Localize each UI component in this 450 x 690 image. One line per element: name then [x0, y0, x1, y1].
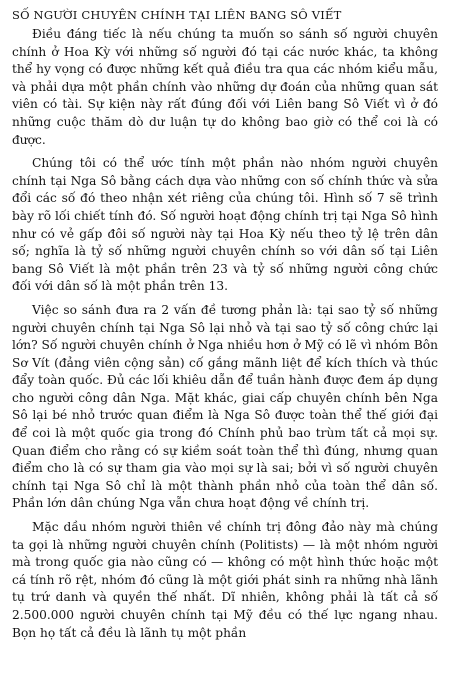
running-header: SỐ NGƯỜI CHUYÊN CHÍNH TẠI LIÊN BANG SÔ VIẾT	[12, 8, 342, 22]
paragraph-2: Chúng tôi có thể ước tính một phần nào nhóm người chuyên chính tại Nga Sô bằng cách dựa vào những con số chính thức và sửa đổi các số đó theo nhận xét riêng của chúng tôi. Hình số 7 sẽ trình bày rõ lối chiết tính đó. Số người hoạt động chính trị tại Nga Sô hình như có vẻ gấp đôi số người này tại Hoa Kỳ nếu theo tỷ lệ trên dân số; nghĩa là tỷ số những người chuyên chính so với dân số tại Liên bang Sô Viết là một phần trên 23 và tỷ số những người công chức đối với dân số là một phần trên 13.	[12, 156, 438, 294]
paragraph-1: Điều đáng tiếc là nếu chúng ta muốn so sánh số người chuyên chính ở Hoa Kỳ với những số người đó tại các nước khác, ta không thể hy vọng có được những kết quả điều tra qua các nhóm kiểu mẫu, và phải dựa một phần chính vào những dự đoán của những quan sát viên có tài. Sự kiện này rất đúng đối với Liên bang Sô Viết vì ở đó những cuộc thăm dò dư luận tự do không bao giờ có thể coi là có được.	[12, 27, 438, 147]
paragraph-3: Việc so sánh đưa ra 2 vấn đề tương phản là: tại sao tỷ số những người chuyên chính tại Nga Sô lại nhỏ và tại sao tỷ số công chức lại lớn? Số người chuyên chính ở Nga nhiều hơn ở Mỹ có lẽ vì nhóm Bôn Sơ Vít (đảng viên cộng sản) cố gắng mãnh liệt để kích thích và thúc đẩy toàn quốc. Đủ các lối khiêu dẫn để tuần hành được đem áp dụng cho người công dân Nga. Mặt khác, giai cấp chuyên chính bên Nga Sô lại bé nhỏ trước quan điểm là Nga Sô được toàn thể thế giới đại để coi là một quốc gia trong đó Chính phủ bao trùm tất cả mọi sự. Quan điểm cho rằng có sự kiềm soát toàn thể thì đúng, nhưng quan điểm cho là có sự tham gia vào mọi sự là sai; bởi vì số người chuyên chính tại Nga Sô chỉ là một thành phần nhỏ của toàn thể dân số. Phần lớn dân chúng Nga vẫn chưa hoạt động về chính trị.	[12, 302, 438, 511]
paragraph-4: Mặc dầu nhóm người thiên về chính trị đông đảo này mà chúng ta gọi là những người chuyên chính (Politists) — là một nhóm người mà trong quốc gia nào cũng có — không có một hình thức hoặc một cá tính rõ rệt, nhóm đó cũng là một giới phát sinh ra những nhà lãnh tụ trứ danh và quyền thế nhất. Dĩ nhiên, không phải là tất cả số 2.500.000 người chuyên chính tại Mỹ đều có thế lực ngang nhau. Bọn họ tất cả đều là lãnh tụ một phần	[12, 520, 438, 640]
